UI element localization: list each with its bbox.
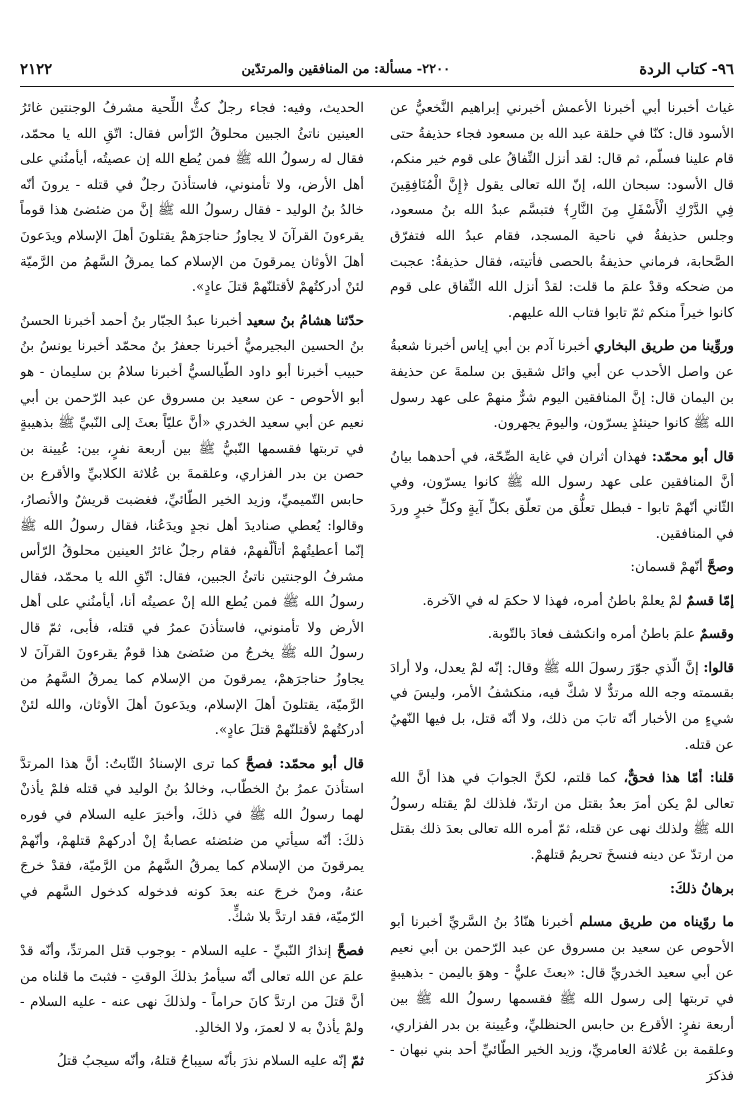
paragraph (390, 589, 734, 615)
paragraph-text: إنذارُ النّبيِّ - عليه السلام - بوجوب قتل المرتدِّ، وأنّه قدْ علمَ عن الله تعالى أنّه سيأمرُ بذلكَ الوقتِ - فثبتَ ما قلناه من أنَّ قتلَ من ارتدَّ كانَ حراماً - ولذلكَ نهى عنه - عليه السلام - ولمْ يأذنْ به لا لعمرَ، ولا الخالدِ. (20, 943, 364, 1036)
paragraph-lead: قال أبو محمّد: (651, 448, 734, 465)
header-rule (20, 86, 734, 87)
page-header (20, 55, 734, 83)
paragraph-text: فهذان أثران في غاية الصِّحّة، في أحدهما بيانُ أنَّ المنافقين على عهد رسول الله ﷺ كانوا يسرّون، وفي الثّاني أنّهمْ تابوا - فبطل تعلُّق من تعلّق بكلِّ آيةٍ وكلِّ خبرٍ وردَ في المنافقين. (390, 448, 734, 542)
paragraph-text: الحديث، وفيه: فجاء رجلٌ كثُّ اللِّحية مشرفُ الوجنتين غائرُ العينين ناتئُ الجبين محلوقُ الرّأس فقال: اتّقِ الله يا محمّد، فقال له رسولُ الله ﷺ فمن يُطع الله إن عصيتُه، أيأمنُني على أهل الأرض، ولا تأمنوني، فاستأذنَ رجلٌ في قتله - يرونَ أنّه خالدُ بنُ الوليد - فقال رسولُ الله ﷺ إنَّ من ضئضئ هذا قوماً يقرءونَ القرآنَ لا يجاوزُ حناجرَهمْ يقتلونَ أهلَ الإسلام ويدَعونَ أهلَ الأوثان يمرقونَ من الإسلام كما يمرقُ السَّهمُ من الرَّميّة لئنْ أدركتُهمْ لأقتلنّهمْ قتلَ عادٍ». (20, 100, 364, 296)
paragraph-text: كما ترى الإسنادُ الثّابتُ: أنَّ هذا المرتدَّ استأذنَ عمرُ بنُ الخطّاب، وخالدُ بنُ الوليد في قتله فلمْ يأذنْ لهما رسولُ الله ﷺ في ذلكَ، وأخبرَ عليه السلام في فوره ذلكَ: أنّه سيأتي من ضئضئه عصابةٌ إنْ أدركهمْ قتلهمْ، وأنّهمْ يمرقونَ من الإسلام كما يمرقُ السَّهمُ من الرَّميّة، فقدْ خرجَ عنهُ، ومنْ خرجَ عنه بعدَ كونه فدخوله كدخول السَّهم في الرّميّة، فقد ارتدَّ بلا شكٍّ. (20, 755, 364, 926)
paragraph (20, 309, 364, 744)
section-title: ٢٢٠٠- مسألة: من المنافقين والمرتدّين (241, 61, 451, 77)
paragraph (390, 334, 734, 436)
paragraph-text: غياث أخبرنا أبي أخبرنا الأعمش أخبرني إبراهيم النَّخعيُّ عن الأسود قال: كنّا في حلقة عبد الله بن مسعود فجاء حذيفةُ حتى قام علينا فسلّم، ثم قال: لقد أنزل النِّفاقُ على قوم خير منكم، قال الأسود: سبحان الله، إنّ الله تعالى يقول ﴿إِنَّ الْمُنَافِقِينَ فِي الدَّرْكِ الْأَسْفَلِ مِنَ النَّارِ﴾ فتبسَّم عبدُ الله بنُ مسعود، وجلس حذيفةُ في ناحية المسجد، فقام عبدُ الله فتفرّق الصَّحابة، فرماني حذيفةُ بالحصى فأتيته، فقال حذيفةُ: عجبت من ضحكه وقدْ علمَ ما قلت: لقدْ أنزل الله النِّفاق على قوم كانوا خيراً منكم ثمّ تابوا فتاب الله عليهم. (390, 100, 734, 321)
paragraph-text: أخبرنا عبدُ الجبّار بنُ أحمد أخبرنا الحسنُ بنُ الحسين البجيرميُّ أخبرنا جعفرُ بنُ محمّد أخبرنا يونسُ بنُ حبيب أخبرنا أبو داود الطّيالسيُّ أخبرنا سلامُ بن سليمان - هو أبو الأحوص - عن سعيد بن مسروق عن عبد الرّحمن بن أبي نعيم عن أبي سعيد الخدري «أنَّ عليّاً بعثَ إلى النّبيِّ ﷺ بذهيبةٍ في تربتها فقسمها النّبيُّ ﷺ بين أربعة نفرٍ، بين: عُيينة بن حصن بن بدر الفزاري، وعلقمةَ بن عُلاثة الكلابيِّ والأقرع بن حابس التّميميِّ، وزيد الخير الطّائيِّ، فغضبت قريشٌ والأنصارُ، وقالوا: يُعطي صناديدَ أهل نجدٍ ويدَعُنا، فقال رسولُ الله ﷺ إنّما أعطيتُهمْ أتألّفهمْ، فقام رجلٌ غائرُ العينين محلوقُ الرّأس مشرفُ الوجنتين ناتئُ الجبين، فقال: اتّقِ الله يا محمّد، فقال رسولُ الله ﷺ فمن يُطع الله إنْ عصيتُه أنا، أيأمنُني على أهل الأرض ولا تأمنوني، فاستأذنَ عمرُ في قتله، فأبى، ثمّ قال رسولُ الله ﷺ يخرجُ من ضئضئ هذا قومٌ يقرءونَ القرآنَ لا يجاوزُ حناجرَهمْ، يمرقونَ من الإسلام كما يمرقُ السَّهمُ من الرَّميّة، يقتلونَ أهلَ الإسلام، ويدَعونَ أهلَ الأوثان، والله لئنْ أدركتُهمْ لأقتلنّهمْ قتلَ عادٍ». (20, 312, 364, 739)
paragraph-lead: قلنا: أمّا هذا فحقٌّ، (623, 770, 734, 787)
paragraph-text: كما قلتم، لكنَّ الجوابَ في هذا أنَّ الله تعالى لمْ يكن أمرَ بعدُ بقتل من ارتدّ، فلذلك لمْ يقتله رسولُ الله ﷺ ولذلك نهى عن قتله، ثمّ أمره الله تعالى بعدَ ذلك بقتل من ارتدّ عن دينه فنسخَ تحريمُ قتلهمْ. (390, 770, 734, 864)
paragraph (20, 1049, 364, 1075)
paragraph-lead: ثمّ (351, 1053, 364, 1070)
right-column (390, 96, 734, 1096)
text-columns (20, 96, 734, 1096)
paragraph (20, 752, 364, 931)
page-number-book-title: ٩٦- كتاب الردة (639, 60, 734, 78)
left-column (20, 96, 364, 1096)
paragraph-text: أخبرنا هنّادُ بنُ السَّريِّ أخبرنا أبو الأحوص عن سعيد بن مسروق عن عبد الرّحمن بن أبي نعيم عن أبي سعيد الخدريِّ قال: «بعثَ عليٌّ - وهوَ باليمن - بذهيبةٍ في تربتها إلى رسول الله ﷺ فقسمها رسولُ الله ﷺ بين أربعة نفرٍ: الأقرع بن حابس الحنظليِّ، وعُيينة بن بدر الفزاري، وعلقمة بن عُلاثة العامريِّ، وزيد الخير الطّائيِّ أحد بني نبهان - فذكرَ (390, 914, 734, 1084)
paragraph (390, 622, 734, 648)
paragraph-text: أنّهمْ قسمان: (630, 559, 708, 576)
paragraph-lead: وصحَّ (707, 559, 734, 576)
paragraph-lead: ما روّيناه من طريق مسلم (579, 914, 734, 931)
paragraph-text: إنّه عليه السلام نذرَ بأنّه سيباحُ قتلهُ، وأنّه سيجبُ قتلُ (56, 1053, 352, 1070)
paragraph-text: إنَّ الّذي جوّرَ رسولَ الله ﷺ وقال: إنّه لمْ يعدل، ولا أرادَ بقسمته وجه الله مرتدٌّ لا شكَّ فيه، منكشفُ الأمر، وليسَ في شيءٍ من الأخبار أنّه تابَ من ذلك، ولا أنّه قتل، بل فيها النّهيُ عن قتله. (390, 659, 734, 753)
paragraph (390, 656, 734, 758)
paragraph (20, 96, 364, 301)
paragraph-lead: قالوا: (703, 659, 734, 676)
paragraph (390, 445, 734, 547)
paragraph (390, 877, 734, 903)
paragraph (390, 555, 734, 581)
paragraph-text: علمَ باطنُ أمره وانكشف فعادَ بالتّوبة. (487, 626, 700, 643)
paragraph-text: لمْ يعلمْ باطنُ أمره، فهذا لا حكمَ له في الآخرة. (422, 592, 687, 609)
paragraph-lead: حدّثنا هشامُ بنُ سعيد (246, 312, 364, 329)
paragraph-lead: قال أبو محمّد: فصحَّ (245, 755, 364, 772)
paragraph-lead: إمّا قسمٌ (686, 592, 734, 609)
paragraph (390, 910, 734, 1089)
paragraph-text: أخبرنا آدم بن أبي إياس أخبرنا شعبةُ عن واصل الأحدب عن أبي وائل شقيق بن سلمةَ عن حذيفة بن اليمان قال: إنَّ المنافقين اليوم شرٌّ منهمْ على عهد رسول الله ﷺ كانوا حينئذٍ يسرّون، واليومَ يجهرون. (390, 338, 734, 432)
paragraph-lead: وروِّينا من طريق البخاري (594, 338, 734, 355)
paragraph (20, 939, 364, 1041)
paragraph (390, 766, 734, 868)
paragraph-lead: فصحَّ (336, 943, 364, 959)
paragraph-lead: وقسمٌ (699, 626, 734, 643)
page-number: ٢١٢٢ (20, 60, 53, 78)
paragraph-lead: برهانُ ذلكَ: (670, 880, 734, 897)
paragraph (390, 96, 734, 326)
